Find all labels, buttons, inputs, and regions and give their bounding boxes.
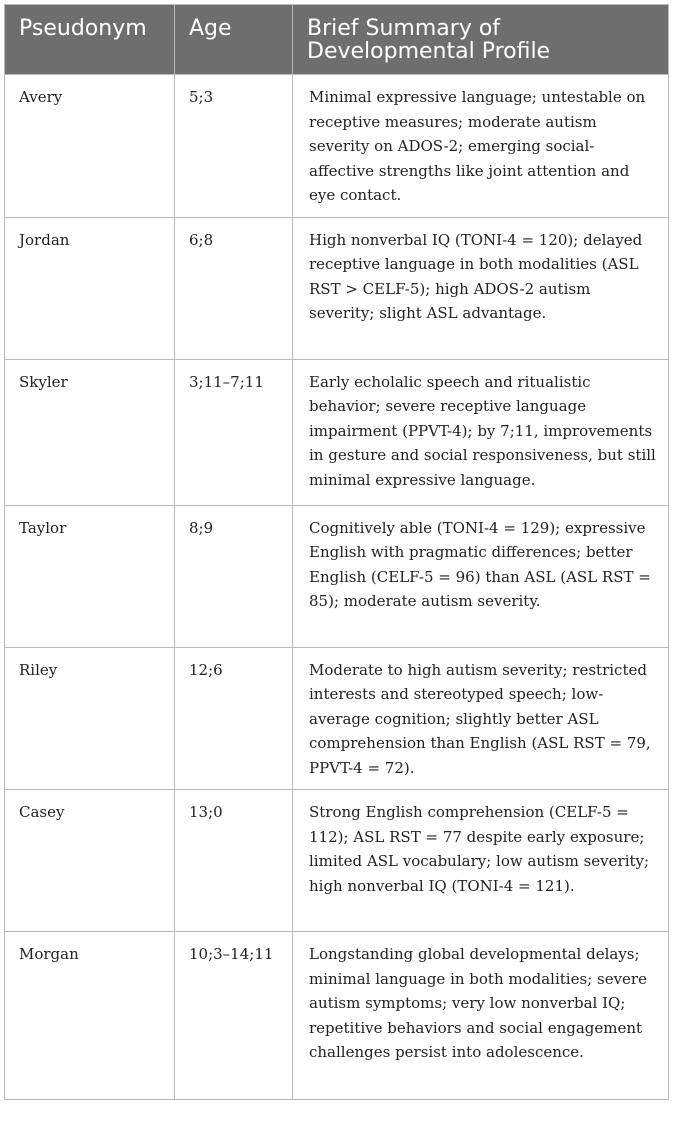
pseudonym-cell: Skyler xyxy=(5,359,175,505)
summary-cell: Strong English comprehension (CELF-5 = 112); ASL RST = 77 despite early exposure; limited ASL vocabulary; low autism severity; high nonverbal IQ (TONI-4 = 121). xyxy=(293,790,669,932)
column-header-age: Age xyxy=(175,5,293,75)
summary-cell: High nonverbal IQ (TONI-4 = 120); delayed receptive language in both modalities (ASL RST > CELF-5); high ADOS-2 autism severity; slight ASL advantage. xyxy=(293,217,669,359)
summary-cell: Early echolalic speech and ritualistic behavior; severe receptive language impairment (PPVT-4); by 7;11, improvements in gesture and social responsiveness, but still minimal expressive language. xyxy=(293,359,669,505)
age-cell: 3;11–7;11 xyxy=(175,359,293,505)
table-row xyxy=(5,932,669,1100)
age-cell: 13;0 xyxy=(175,790,293,932)
summary-cell: Longstanding global developmental delays; minimal language in both modalities; severe autism symptoms; very low nonverbal IQ; repetitive behaviors and social engagement challenges persist into adolescence. xyxy=(293,932,669,1100)
pseudonym-cell: Casey xyxy=(5,790,175,932)
pseudonym-cell: Taylor xyxy=(5,505,175,647)
age-cell: 12;6 xyxy=(175,647,293,790)
table-row xyxy=(5,790,669,932)
table-header xyxy=(5,5,669,75)
header-row xyxy=(5,5,669,75)
summary-cell: Minimal expressive language; untestable on receptive measures; moderate autism severity on ADOS-2; emerging social-affective strengths like joint attention and eye contact. xyxy=(293,75,669,218)
column-header-summary: Brief Summary of Developmental Profile xyxy=(293,5,669,75)
summary-cell: Moderate to high autism severity; restricted interests and stereotyped speech; low-average cognition; slightly better ASL comprehension than English (ASL RST = 79, PPVT-4 = 72). xyxy=(293,647,669,790)
pseudonym-cell: Avery xyxy=(5,75,175,218)
age-cell: 8;9 xyxy=(175,505,293,647)
table-row xyxy=(5,359,669,505)
age-cell: 5;3 xyxy=(175,75,293,218)
age-cell: 6;8 xyxy=(175,217,293,359)
table-row xyxy=(5,647,669,790)
age-cell: 10;3–14;11 xyxy=(175,932,293,1100)
column-header-pseudonym: Pseudonym xyxy=(5,5,175,75)
pseudonym-cell: Riley xyxy=(5,647,175,790)
summary-cell: Cognitively able (TONI-4 = 129); expressive English with pragmatic differences; better English (CELF-5 = 96) than ASL (ASL RST = 85); moderate autism severity. xyxy=(293,505,669,647)
table-row xyxy=(5,217,669,359)
pseudonym-cell: Jordan xyxy=(5,217,175,359)
table-body xyxy=(5,75,669,1100)
developmental-profiles-table xyxy=(4,4,669,1100)
table-row xyxy=(5,75,669,218)
pseudonym-cell: Morgan xyxy=(5,932,175,1100)
table-row xyxy=(5,505,669,647)
